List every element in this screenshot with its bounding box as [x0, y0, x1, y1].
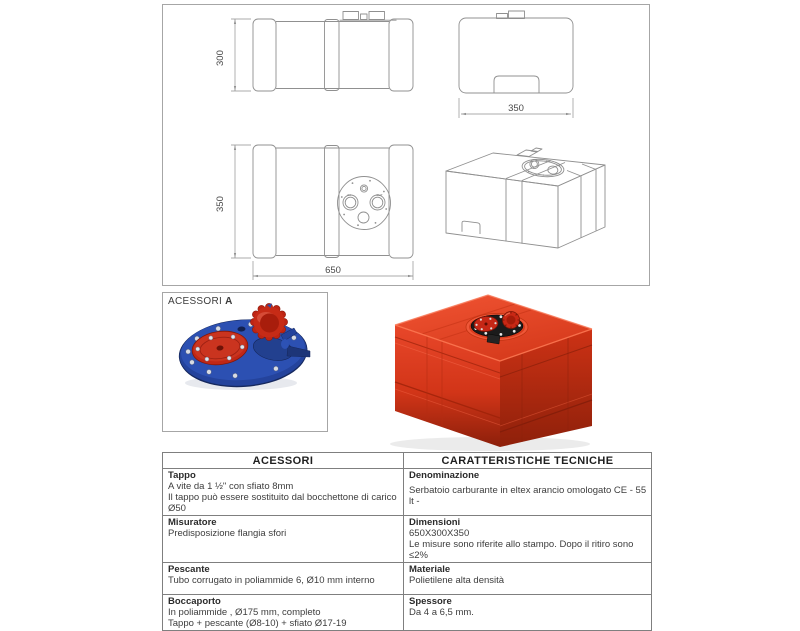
row-title: Pescante: [168, 564, 210, 575]
table-row: [163, 469, 652, 516]
table-row: [163, 563, 652, 595]
dimension-label-350-height: 350: [215, 196, 226, 212]
accessories-photo: [163, 293, 327, 431]
row-title: Misuratore: [168, 517, 217, 528]
row-line: Tappo + pescante (Ø8-10) + sfiato Ø17-19: [168, 618, 347, 629]
row-line: Da 4 a 6,5 mm.: [409, 607, 474, 618]
dimension-label-350-width: 350: [508, 103, 524, 114]
specs-table: [162, 452, 652, 631]
port-label-out: OUT: [376, 193, 383, 197]
cell-denominazione: [404, 469, 652, 516]
technical-drawings: [163, 5, 649, 285]
cell-tappo: [163, 469, 404, 516]
row-line: Polietilene alta densità: [409, 575, 505, 586]
row-title: Dimensioni: [409, 517, 461, 528]
drawing-end-view: [459, 11, 573, 118]
cell-misuratore: [163, 516, 404, 563]
row-line: 650X300X350: [409, 528, 470, 539]
table-row: [163, 516, 652, 563]
isometric-flange: [521, 157, 565, 178]
row-title: Boccaporto: [168, 596, 221, 607]
cell-pescante: [163, 563, 404, 595]
product-photo-tank: [372, 282, 617, 454]
row-line: A vite da 1 ½" con sfiato 8mm: [168, 481, 294, 492]
cell-dimensioni: [404, 516, 652, 563]
port-label-in: IN: [347, 193, 351, 197]
row-title: Materiale: [409, 564, 451, 575]
accessories-label-letter: A: [225, 296, 233, 307]
drawing-top-view: [231, 12, 413, 92]
dimension-label-300: 300: [215, 50, 226, 66]
row-line: In poliammide , Ø175 mm, completo: [168, 607, 321, 618]
accessories-box-label: [168, 296, 233, 307]
drawing-side-view: [231, 145, 413, 280]
row-title: Spessore: [409, 596, 452, 607]
accessories-label-text: ACESSORI: [168, 296, 223, 307]
row-line: Predisposizione flangia sfori: [168, 528, 287, 539]
dimension-label-650: 650: [325, 265, 341, 276]
row-line: Tubo corrugato in poliammide 6, Ø10 mm interno: [168, 575, 375, 586]
row-line: Le misure sono riferite allo stampo. Dopo il ritiro sono ≤2%: [409, 539, 634, 561]
technical-drawings-panel: [162, 4, 650, 286]
table-header-caratteristiche: CARATTERISTICHE TECNICHE: [404, 453, 652, 469]
tank-red-cap: [503, 312, 520, 329]
accessories-box: [162, 292, 328, 432]
table-header-accessori: ACESSORI: [163, 453, 404, 469]
row-line: Serbatoio carburante in eltex arancio omologato CE - 55 lt -: [409, 485, 647, 507]
flange-drawing: [338, 177, 391, 230]
row-title: Tappo: [168, 470, 196, 481]
flange-fitting: [487, 334, 500, 344]
row-title: Denominazione: [409, 470, 480, 481]
cell-materiale: [404, 563, 652, 595]
row-line: Il tappo può essere sostituito dal bocchettone di carico Ø50: [168, 492, 397, 514]
drawing-isometric-view: [446, 148, 605, 248]
